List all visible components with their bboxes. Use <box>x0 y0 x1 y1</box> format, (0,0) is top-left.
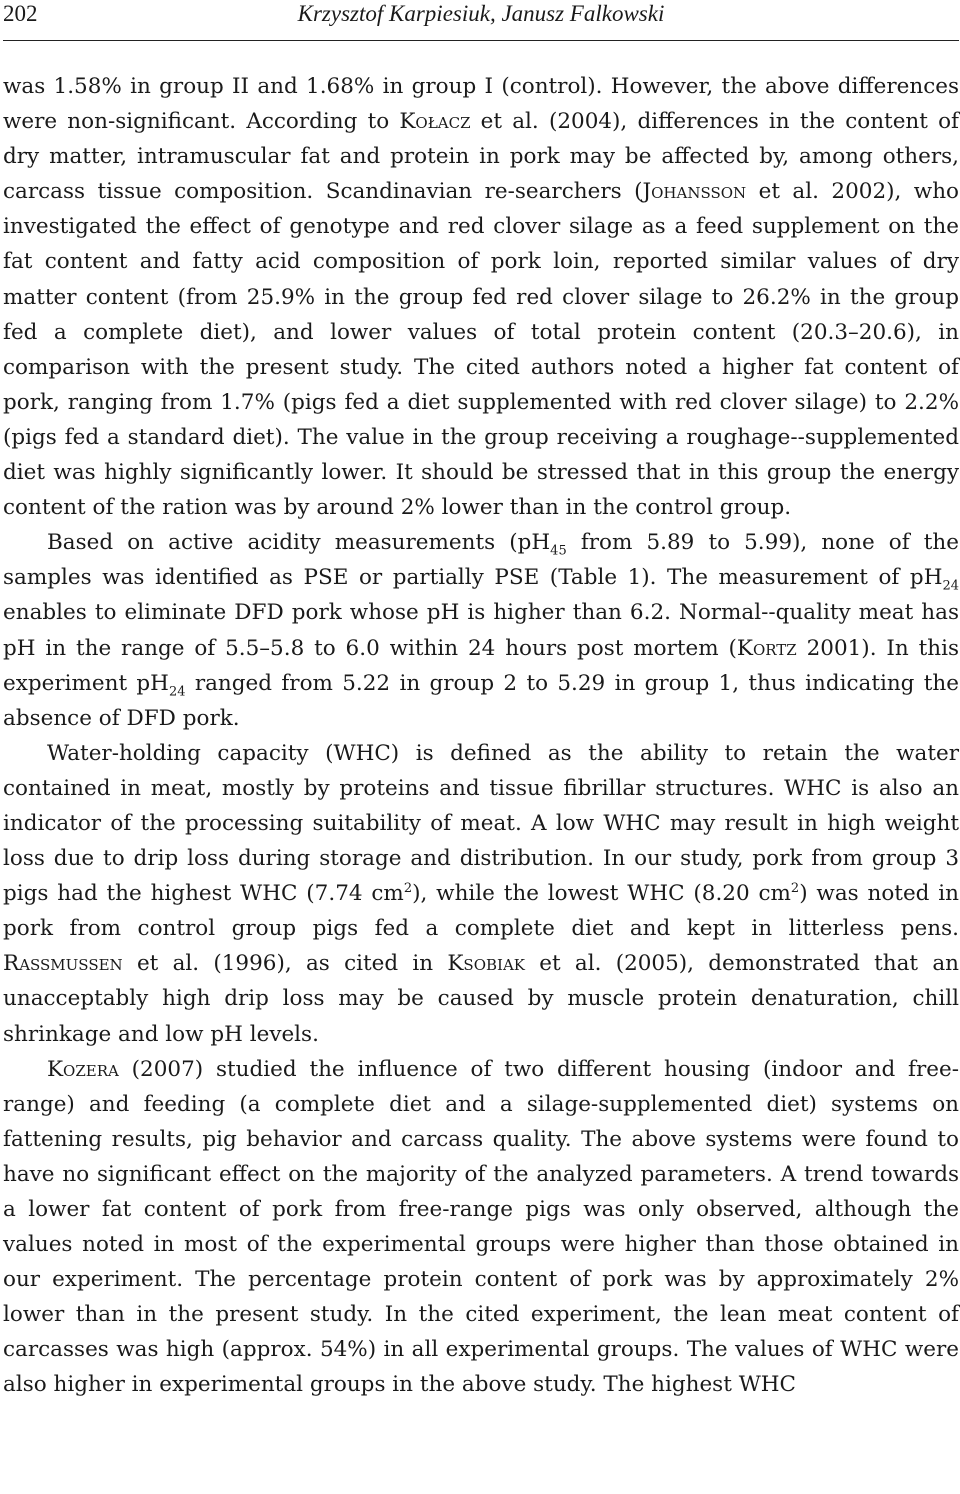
journal-page <box>3 0 959 1403</box>
text-run: et al. (1996), as cited in <box>122 951 448 977</box>
citation-author: Johansson <box>642 179 747 205</box>
text-run: ), while the lowest WHC (8.20 cm <box>412 881 791 907</box>
text-run: from 5.89 to 5.99), none of the samples was identified as PSE or partially PSE (Table 1). The measurement of pH <box>3 530 959 591</box>
text-run: (2007) studied the influence of two different housing (indoor and free-range) and feeding (a complete diet and a silage-supplemented diet) systems on fattening results, pig behavior and carcass quality. The above systems were found to have no significant effect on the majority of the analyzed parameters. A trend towards a lower fat content of pork from free-range pigs was only observed, although the values noted in most of the experimental groups were higher than those obtained in our experiment. The percentage protein content of pork was by approximately 2% lower than in the present study. In the cited experiment, the lean meat content of carcasses was high (approx. 54%) in all experimental groups. The values of WHC were also higher in experimental groups in the above study. The highest WHC <box>3 1056 959 1398</box>
text-run: 2001). In this experiment pH <box>3 635 959 696</box>
subscript: 24 <box>942 578 959 594</box>
superscript: 2 <box>790 881 800 896</box>
citation-author: Kołacz <box>399 109 471 135</box>
citation-author: Kozera <box>47 1056 119 1082</box>
text-run: et al. 2002), who investigated the effect of genotype and red clover silage as a feed supplement on the fat content and fatty acid composition of pork loin, reported similar values of dry matter content (from 25.9% in the group fed red clover silage to 26.2% in the group fed a complete diet), and lower values of total protein content (20.3–20.6), in comparison with the present study. The cited authors noted a higher fat content of pork, ranging from 1.7% (pigs fed a diet supplemented with red clover silage) to 2.2% (pigs fed a standard diet). The value in the group receiving a roughage--supplemented diet was highly significantly lower. It should be stressed that in this group the energy content of the ration was by around 2% lower than in the control group. <box>3 179 959 521</box>
citation-author: Ksobiak <box>447 951 525 977</box>
text-run: ) was noted in pork from control group pigs fed a complete diet and kept in litterless pens. <box>3 881 959 942</box>
paragraph-housing-systems <box>3 1052 959 1403</box>
subscript: 45 <box>550 543 567 559</box>
text-run: Based on active acidity measurements (pH <box>47 530 551 556</box>
paragraph-water-holding-capacity <box>3 736 959 1052</box>
text-run: et al. (2004), differences in the content of dry matter, intramuscular fat and protein in pork may be affected by, among others, carcass tissue composition. Scandinavian re-searchers ( <box>3 109 959 205</box>
paragraph-dry-matter <box>3 69 959 525</box>
text-run: enables to eliminate DFD pork whose pH is higher than 6.2. Normal--quality meat has pH in the range of 5.5–5.8 to 6.0 within 24 hours post mortem ( <box>3 600 959 661</box>
text-run: et al. (2005), demonstrated that an unacceptably high drip loss may be caused by muscle protein denaturation, chill shrinkage and low pH levels. <box>3 951 959 1047</box>
article-body <box>3 69 959 1403</box>
header-authors: Krzysztof Karpiesiuk, Janusz Falkowski <box>297 1 665 26</box>
text-run: Water-holding capacity (WHC) is defined as the ability to retain the water contained in meat, mostly by proteins and tissue fibrillar structures. WHC is also an indicator of the processing suitability of meat. A low WHC may result in high weight loss due to drip loss during storage and distribution. In our study, pork from group 3 pigs had the highest WHC (7.74 cm <box>3 740 959 907</box>
subscript: 24 <box>168 683 186 699</box>
text-run: ranged from 5.22 in group 2 to 5.29 in group 1, thus indicating the absence of DFD pork. <box>3 670 959 731</box>
citation-author: Rassmussen <box>3 951 123 977</box>
text-run: was 1.58% in group II and 1.68% in group I (control). However, the above differences were non-significant. According to <box>3 74 959 135</box>
superscript: 2 <box>403 881 413 896</box>
page-number: 202 <box>3 1 38 26</box>
citation-author: Kortz <box>736 635 797 661</box>
paragraph-acidity <box>3 525 959 736</box>
running-header <box>3 0 959 41</box>
